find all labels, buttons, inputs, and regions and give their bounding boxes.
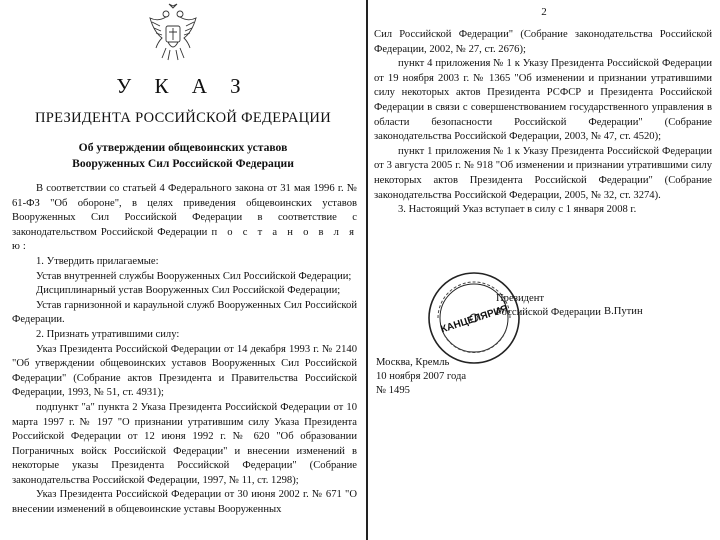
clause-1c: Устав гарнизонной и караульной служб Вооруженных Сил Российской Федерации. bbox=[12, 299, 357, 326]
clause-2c: Указ Президента Российской Федерации от 30 июня 2002 г. № 671 "О внесении изменений в общевоинские уставы Вооруженных bbox=[12, 489, 357, 516]
clause-1: 1. Утвердить прилагаемые: bbox=[36, 255, 159, 267]
continued-clause: Сил Российской Федерации" (Собрание законодательства Российской Федерации, 2002, № 27, ст. 2676); bbox=[374, 29, 712, 55]
page-number: 2 bbox=[541, 6, 547, 18]
decree-number: № 1495 bbox=[376, 385, 410, 396]
clause-1b: Дисциплинарный устав Вооруженных Сил Российской Федерации; bbox=[36, 285, 341, 297]
signing-date: 10 ноября 2007 года bbox=[376, 371, 467, 382]
clause-2: 2. Признать утратившими силу: bbox=[36, 328, 180, 340]
clause-1a: Устав внутренней службы Вооруженных Сил Российской Федерации; bbox=[36, 270, 352, 282]
signature-title-line-2: Российской Федерации bbox=[496, 307, 601, 318]
decree-page-2 bbox=[368, 0, 720, 540]
decree-body-continued bbox=[374, 28, 712, 218]
document-subtitle bbox=[0, 140, 366, 172]
decree-body bbox=[12, 182, 357, 518]
signature-title bbox=[496, 292, 601, 320]
intro-text: В соответствии со статьей 4 Федерального закона от 31 мая 1996 г. № 61-ФЗ "Об обороне", в целях приведения общевоинских уставов Вооруженных Сил Российской Федерации в соответствие с законодательством Российской Федерации bbox=[12, 183, 357, 238]
issuer-heading: ПРЕЗИДЕНТА РОССИЙСКОЙ ФЕДЕРАЦИИ bbox=[35, 110, 331, 126]
document-title: У К А З bbox=[116, 74, 250, 98]
seal-text: КАНЦЕЛЯРИЯ bbox=[439, 303, 510, 336]
clause-2d: пункт 4 приложения № 1 к Указу Президента Российской Федерации от 19 ноября 2003 г. № 1365 "Об изменении и признании утратившими силу некоторых актов Президента РСФСР и Президента Российской Федерации в связи с совершенствованием государственного управления в области безопасности Российской Федерации" (Собрание законодательства Российской Федерации, 2003, № 47, ст. 4520); bbox=[374, 58, 712, 143]
signature-title-line-1: Президент bbox=[496, 293, 545, 304]
subtitle-line-1: Об утверждении общевоинских уставов bbox=[78, 141, 288, 154]
subtitle-line-2: Вооруженных Сил Российской Федерации bbox=[72, 157, 294, 170]
signatory-name: В.Путин bbox=[604, 306, 643, 317]
intro-paragraph bbox=[12, 182, 357, 255]
coat-of-arms-emblem bbox=[146, 2, 200, 64]
signing-details bbox=[376, 356, 466, 398]
clause-3: 3. Настоящий Указ вступает в силу с 1 января 2008 г. bbox=[398, 204, 637, 216]
clause-2a: Указ Президента Российской Федерации от 14 декабря 1993 г. № 2140 "Об утверждении общевоинских уставов Вооруженных Сил Российской Федерации" (Собрание актов Президента и Правительства Российской Федерации, 1993, № 51, ст. 4931); bbox=[12, 343, 357, 399]
decree-word: п о с т а н о в л я ю: bbox=[12, 226, 357, 253]
clause-2b: подпункт "а" пункта 2 Указа Президента Российской Федерации от 10 марта 1997 г. № 197 "О признании утратившим силу Указа Президента Российской Федерации от 12 июня 1992 г. № 620 "Об образовании Пограничных войск Российской Федерации" и внесении изменений в некоторые указы Президента Российской Федерации" (Собрание законодательства Российской Федерации, 1997, № 11, ст. 1298); bbox=[12, 401, 357, 486]
clause-2e: пункт 1 приложения № 1 к Указу Президента Российской Федерации от 3 августа 2005 г. № 918 "Об изменении и признании утратившими силу некоторых актов Президента Российской Федерации" (Собрание законодательства Российской Федерации, 2005, № 32, ст. 3274). bbox=[374, 145, 712, 201]
signing-place: Москва, Кремль bbox=[376, 357, 450, 368]
